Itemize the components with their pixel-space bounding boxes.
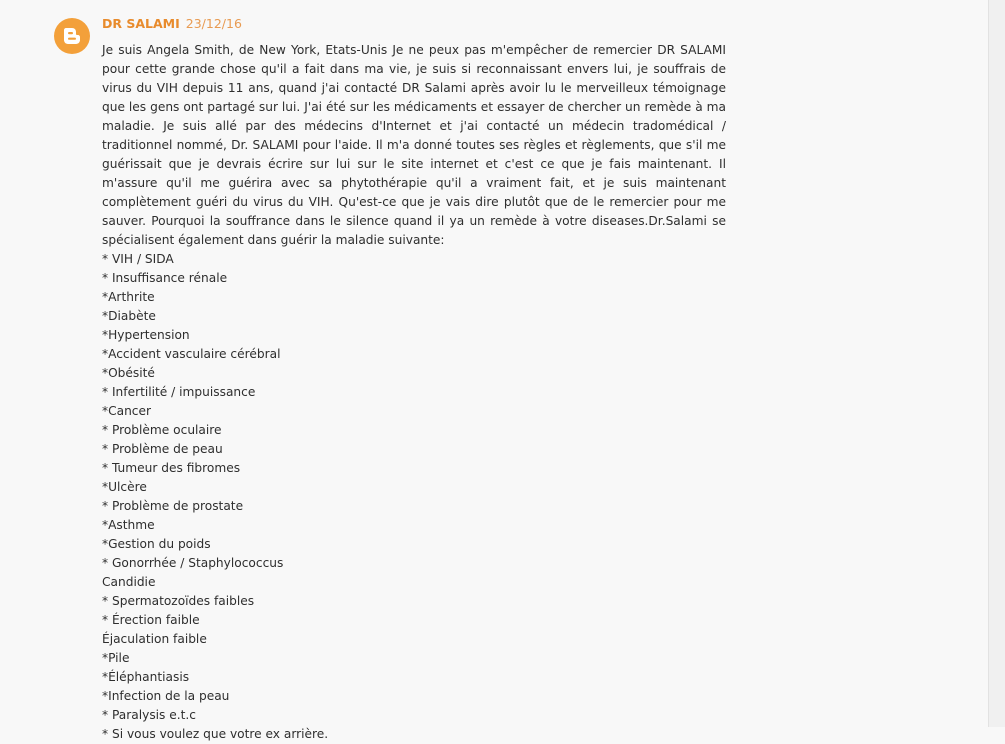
list-item: * Tumeur des fibromes — [102, 461, 241, 475]
list-item: * Insuffisance rénale — [102, 271, 228, 285]
list-item: * VIH / SIDA — [102, 252, 174, 266]
list-item: * Problème oculaire — [102, 423, 222, 437]
scrollbar[interactable] — [988, 0, 1005, 727]
list-item: * Érection faible — [102, 613, 200, 627]
list-item: * Spermatozoïdes faibles — [102, 594, 255, 608]
list-item: *Gestion du poids — [102, 537, 211, 551]
list-item: * Paralysis e.t.c — [102, 708, 197, 722]
list-item: *Éléphantiasis — [102, 670, 190, 684]
list-item: *Pile — [102, 651, 130, 665]
blogger-icon — [61, 25, 83, 47]
list-item: Éjaculation faible — [102, 632, 207, 646]
list-item: *Obésité — [102, 366, 155, 380]
list-item: *Infection de la peau — [102, 689, 230, 703]
list-item: Candidie — [102, 575, 156, 589]
list-item: *Diabète — [102, 309, 156, 323]
avatar[interactable] — [54, 18, 90, 54]
list-item: * Problème de peau — [102, 442, 223, 456]
comment-body — [102, 41, 726, 744]
comment-list — [102, 250, 726, 744]
comment-paragraph: Je suis Angela Smith, de New York, Etats-Unis Je ne peux pas m'empêcher de remercier DR SALAMI pour cette grande chose qu'il a fait dans ma vie, je suis si reconnaissant envers lui, je souffrais de virus du VIH depuis 11 ans, quand j'ai contacté DR Salami après avoir lu le merveilleux témoignage que les gens ont partagé sur lui. J'ai été sur les médicaments et essayer de chercher un remède à ma maladie. Je suis allé par des médecins d'Internet et j'ai contacté un médecin tradomédical / traditionnel nommé, Dr. SALAMI pour l'aide. Il m'a donné toutes ses règles et règlements, que s'il me guérissait que je devrais écrire sur lui sur le site internet et c'est ce que je fais maintenant. Il m'assure qu'il me guérira avec sa phytothérapie qu'il a vraiment fait, et je suis maintenant complètement guéri du virus du VIH. Qu'est-ce que je vais dire plutôt que de le remercier pour me sauver. Pourquoi la souffrance dans le silence quand il ya un remède à votre diseases.Dr.Salami se spécialisent également dans guérir la maladie suivante: — [102, 43, 726, 247]
list-item: * Infertilité / impuissance — [102, 385, 256, 399]
author-link[interactable]: DR SALAMI — [102, 16, 180, 31]
list-item: * Si vous voulez que votre ex arrière. — [102, 727, 329, 741]
comment-date[interactable]: 23/12/16 — [185, 16, 242, 31]
list-item: * Gonorrhée / Staphylococcus — [102, 556, 284, 570]
list-item: *Accident vasculaire cérébral — [102, 347, 281, 361]
list-item: *Arthrite — [102, 290, 155, 304]
list-item: *Hypertension — [102, 328, 190, 342]
list-item: *Cancer — [102, 404, 152, 418]
list-item: * Problème de prostate — [102, 499, 244, 513]
comment-header — [102, 14, 242, 34]
list-item: *Asthme — [102, 518, 155, 532]
list-item: *Ulcère — [102, 480, 147, 494]
